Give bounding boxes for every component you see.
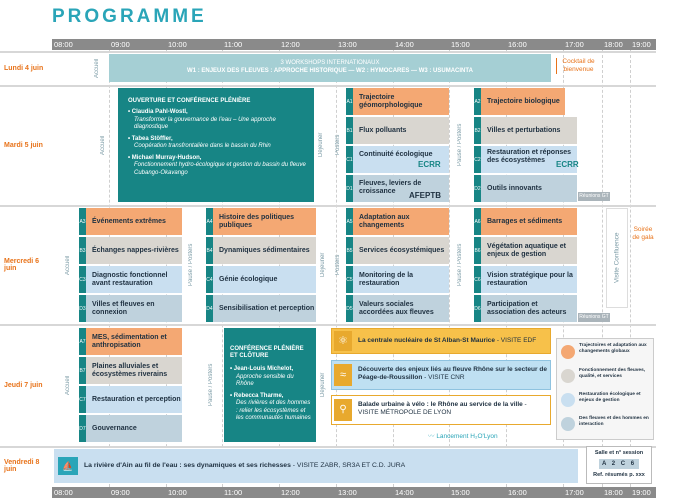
workshops-block	[109, 54, 551, 82]
session-d2: Outils innovants	[481, 175, 577, 202]
room-tag: D7	[79, 415, 86, 442]
legend-label: Fonctionnement des fleuves, qualité, et services	[579, 368, 646, 379]
session-d7: Gouvernance	[86, 415, 182, 442]
session-b6: Végétation aquatique et enjeux de gestion	[481, 237, 577, 264]
visit-text	[358, 401, 548, 417]
key-sample: A 2 C 6	[599, 459, 639, 469]
day-separator	[0, 324, 656, 326]
hour-bar-top	[52, 39, 656, 50]
day-separator	[0, 205, 656, 207]
session-c7: Restauration et perception	[86, 386, 182, 413]
legend-swatch	[561, 393, 575, 407]
session-label: Restauration et réponses des écosystèmes	[487, 149, 572, 164]
dejeuner-label: Déjeuner	[320, 372, 326, 398]
ecrr-label: ECRR	[418, 160, 441, 169]
speaker-talk: Fonctionnement hydro-écologique et gestion du bassin du fleuve Cubango-Okavango	[134, 162, 306, 176]
room-tag: A1	[346, 88, 353, 115]
hour-tick: 18:00	[604, 40, 623, 49]
hour-tick: 15:00	[451, 488, 470, 497]
speaker-talk: Approche sensible du Rhône	[236, 373, 294, 387]
session-c6: Vision stratégique pour la restauration	[481, 266, 577, 293]
visite-confluence: Visite Confluence	[606, 208, 628, 308]
room-tag: B4	[206, 237, 213, 264]
day-separator	[0, 446, 656, 448]
hour-tick: 10:00	[168, 40, 187, 49]
speaker-talk: Coopération transfrontalière dans le bassin du Rhin	[134, 143, 271, 149]
session-a1: Trajectoire géomorphologique	[353, 88, 449, 115]
session-d6: Participation et association des acteurs	[481, 295, 577, 322]
visit-title: Découverte des enjeux liés au fleuve Rhône sur le secteur de Péage-de-Roussillon	[358, 366, 547, 381]
hour-tick: 10:00	[168, 488, 187, 497]
legend-swatch	[561, 369, 575, 383]
session-b7: Plaines alluviales et écosystèmes riverains	[86, 357, 182, 384]
hour-tick: 20:00	[664, 488, 683, 497]
day-label-monday: Lundi 4 juin	[0, 53, 52, 83]
accueil-label: Accueil	[94, 58, 100, 78]
room-tag: C4	[206, 266, 213, 293]
session-c4: Génie écologique	[213, 266, 316, 293]
afeptb-label: AFEPTB	[409, 191, 441, 200]
launch-text: Lancement H₂O'Lyon	[436, 433, 498, 440]
room-tag: C7	[79, 386, 86, 413]
hour-tick: 18:00	[604, 488, 623, 497]
room-tag: D6	[474, 295, 481, 322]
session-label: Continuité écologique	[359, 151, 433, 158]
hour-tick: 09:00	[111, 40, 130, 49]
closing-plenary-block	[224, 328, 316, 442]
session-d3: Villes et fleuves en connexion	[86, 295, 182, 322]
ecrr-label: ECRR	[556, 160, 579, 169]
room-tag: C3	[79, 266, 86, 293]
legend-box	[556, 338, 654, 440]
session-a4: Histoire des politiques publiques	[213, 208, 316, 235]
hour-tick: 13:00	[338, 40, 357, 49]
day-label-wednesday: Mercredi 6 juin	[0, 207, 52, 323]
day-label-friday: Vendredi 8 juin	[0, 448, 52, 484]
soiree-de-gala: Soirée de gala	[632, 226, 654, 241]
room-tag: D4	[206, 295, 213, 322]
hour-tick: 16:00	[508, 40, 527, 49]
boat-icon: ⛵	[58, 457, 78, 475]
visit-org: - VISITE CNR	[422, 374, 465, 381]
visit-edf	[331, 328, 551, 354]
speaker	[128, 136, 308, 151]
speaker	[128, 109, 308, 132]
visit-title: La centrale nucléaire de St Alban-St Maurice	[358, 337, 496, 344]
room-tag: D2	[474, 175, 481, 202]
bicycle-icon: ⚲	[334, 399, 352, 421]
room-tag: A5	[346, 208, 353, 235]
session-a6: Barrages et sédiments	[481, 208, 577, 235]
speaker-name: • Claudia Pahl-Wostl,	[128, 109, 188, 115]
power-plant-icon: ⚛	[334, 331, 352, 351]
session-a3: Événements extrêmes	[86, 208, 182, 235]
room-tag: B5	[346, 237, 353, 264]
room-tag: D1	[346, 175, 353, 202]
day-separator	[0, 51, 656, 53]
session-d4: Sensibilisation et perception	[213, 295, 316, 322]
speaker	[230, 393, 312, 423]
session-b5: Services écosystémiques	[353, 237, 449, 264]
room-tag: A3	[79, 208, 86, 235]
workshops-list: W1 : ENJEUX DES FLEUVES : APPROCHE HISTORIQUE — W2 : HYMOCARES — W3 : USUMACINTA	[187, 68, 473, 74]
accueil-label: Accueil	[65, 375, 71, 395]
posters-label: Posters	[335, 134, 341, 156]
speaker-name: • Michael Murray-Hudson,	[128, 154, 202, 161]
hour-tick: 14:00	[395, 488, 414, 497]
speaker-talk: Transformer la gouvernance de l'eau – Une approche diagnostique	[134, 116, 276, 130]
legend-label: Restauration écologique et enjeux de gestion	[579, 392, 641, 403]
opening-plenary-block	[118, 88, 314, 202]
room-tag: A2	[474, 88, 481, 115]
room-tag: C6	[474, 266, 481, 293]
page-title: PROGRAMME	[52, 6, 207, 27]
room-tag: C1	[346, 146, 353, 173]
pause-posters-label: Pause / Posters	[188, 243, 194, 287]
hour-tick: 12:00	[281, 40, 300, 49]
key-ref: Ref. résumés p. xxx	[593, 472, 645, 478]
session-b1: Flux polluants	[353, 117, 449, 144]
workshops-title: 3 WORKSHOPS INTERNATIONAUX	[280, 60, 380, 66]
legend-label: Trajectoires et adaptation aux changements globaux	[579, 343, 647, 354]
room-tag: A7	[79, 328, 86, 355]
pause-posters-label: Pause / Posters	[208, 363, 214, 407]
hour-tick: 17:00	[565, 488, 584, 497]
room-tag: A4	[206, 208, 213, 235]
legend-swatch	[561, 345, 575, 359]
session-c3: Diagnostic fonctionnel avant restauration	[86, 266, 182, 293]
friday-visit-block	[54, 449, 578, 483]
room-tag: A6	[474, 208, 481, 235]
hour-tick: 12:00	[281, 488, 300, 497]
launch-icon: 〰	[428, 433, 437, 440]
room-tag: B7	[79, 357, 86, 384]
visit-text	[358, 366, 548, 382]
session-c5: Monitoring de la restauration	[353, 266, 449, 293]
day-separator	[0, 85, 656, 87]
plenary-title: OUVERTURE ET CONFÉRENCE PLÉNIÈRE	[128, 98, 251, 104]
key-title: Salle et n° session	[594, 450, 644, 456]
legend-label: Des fleuves et des hommes en interaction	[579, 416, 649, 427]
river-icon: ≈	[334, 364, 352, 386]
hour-tick: 08:00	[54, 488, 73, 497]
visit-title: Balade urbaine à vélo : le Rhône au service de la ville	[358, 401, 523, 408]
accueil-label: Accueil	[100, 135, 106, 155]
room-tag: B2	[474, 117, 481, 144]
room-tag: D5	[346, 295, 353, 322]
hour-tick: 15:00	[451, 40, 470, 49]
speaker-talk: Des rivières et des hommes : relier les écosystèmes et les communautés humaines	[236, 400, 311, 421]
visit-org: - VISITE EDF	[495, 337, 537, 344]
hour-tick: 09:00	[111, 488, 130, 497]
hour-tick: 19:00	[632, 488, 651, 497]
friday-visit-text	[84, 462, 405, 469]
session-a5: Adaptation aux changements	[353, 208, 449, 235]
session-b2: Villes et perturbations	[481, 117, 577, 144]
dejeuner-label: Déjeuner	[318, 132, 324, 158]
day-label-tuesday: Mardi 5 juin	[0, 87, 52, 203]
dejeuner-label: Déjeuner	[320, 252, 326, 278]
session-a7: MES, sédimentation et anthropisation	[86, 328, 182, 355]
session-a2: Trajectoire biologique	[481, 88, 565, 115]
room-tag: C2	[474, 146, 481, 173]
speaker-name: • Jean-Louis Michelot,	[230, 366, 294, 372]
day-label-thursday: Jeudi 7 juin	[0, 326, 52, 444]
session-key	[586, 446, 652, 484]
speaker-name: • Tabea Stöffler,	[128, 135, 173, 142]
visit-cnr	[331, 360, 551, 390]
hour-tick: 13:00	[338, 488, 357, 497]
hour-tick: 17:00	[565, 40, 584, 49]
room-tag: B1	[346, 117, 353, 144]
visit-org: - VISITE MÉTROPOLE DE LYON	[358, 401, 527, 416]
hour-tick: 08:00	[54, 40, 73, 49]
room-tag: D3	[79, 295, 86, 322]
hour-tick: 19:00	[632, 40, 651, 49]
session-b3: Échanges nappes-rivières	[86, 237, 182, 264]
session-label: Fleuves, leviers de croissance	[359, 180, 422, 195]
speaker	[128, 155, 308, 178]
plenary-title: CONFÉRENCE PLÉNIÈRE ET CLÔTURE	[230, 346, 304, 359]
accueil-label: Accueil	[65, 255, 71, 275]
launch-label	[428, 431, 498, 440]
room-tag: B6	[474, 237, 481, 264]
reunion-gt-badge: Réunions GT	[579, 314, 609, 320]
hour-tick: 16:00	[508, 488, 527, 497]
hour-bar-bottom	[52, 487, 683, 498]
legend-swatch	[561, 417, 575, 431]
pause-posters-label: Pause / Posters	[457, 123, 463, 167]
reunion-gt-badge: Réunions GT	[579, 193, 609, 199]
visit-metropole	[331, 395, 551, 425]
speaker-name: • Rebecca Tharme,	[230, 392, 284, 399]
room-tag: B3	[79, 237, 86, 264]
friday-visit-title: La rivière d'Ain au fil de l'eau : ses dynamiques et ses richesses	[84, 462, 291, 469]
hour-tick: 14:00	[395, 40, 414, 49]
pause-posters-label: Pause / Posters	[457, 243, 463, 287]
friday-visit-org: - VISITE ZABR, SR3A ET C.D. JURA	[290, 462, 406, 469]
hour-tick: 11:00	[224, 40, 243, 49]
session-b4: Dynamiques sédimentaires	[213, 237, 316, 264]
room-tag: C5	[346, 266, 353, 293]
hour-tick: 11:00	[224, 488, 243, 497]
visit-text	[358, 337, 536, 344]
cocktail-label: Cocktail de bienvenue	[556, 58, 600, 74]
session-d5: Valeurs sociales accordées aux fleuves	[353, 295, 449, 322]
speaker	[230, 366, 312, 389]
posters-label: Posters	[335, 254, 341, 276]
